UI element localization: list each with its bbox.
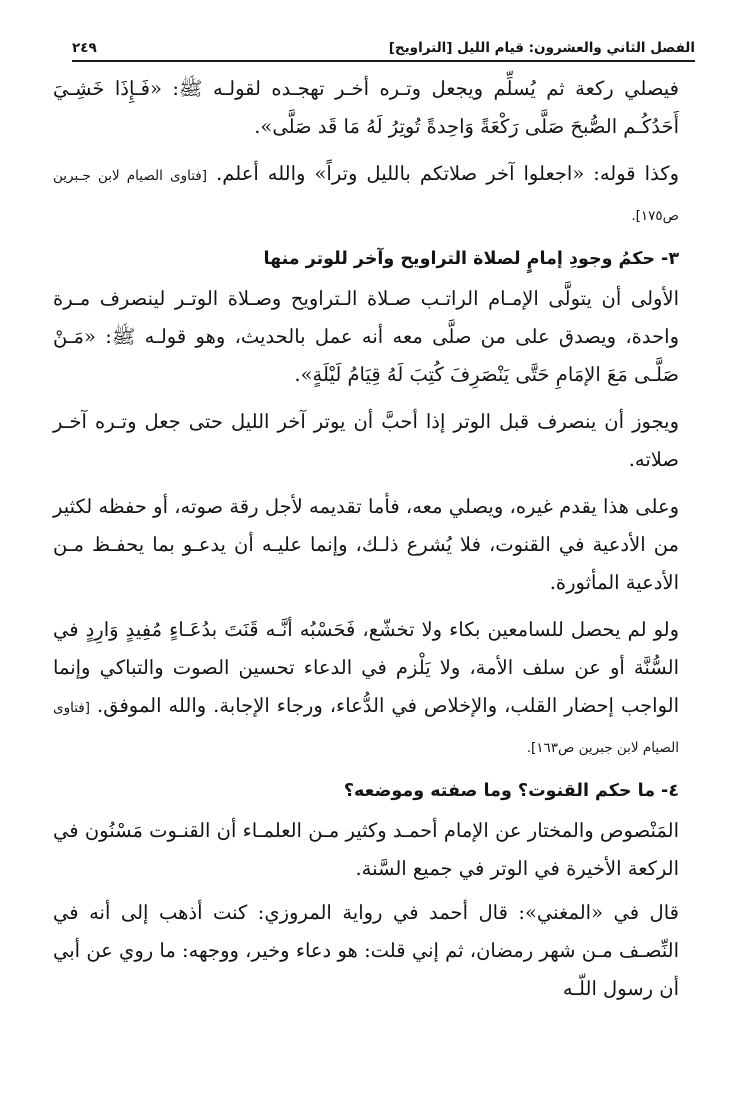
page-body (53, 70, 679, 1008)
paragraph: وعلى هذا يقدم غيره، ويصلي معه، فأما تقديمه لأجل رقة صوته، أو حفظه لكثير من الأدعية في القنوت، فلا يُشرع ذلـك، وإنما عليـه أن يدعـو بما يحفـظ مـن الأدعية المأثورة. (53, 495, 679, 594)
paragraph: فيصلي ركعة ثم يُسلِّم ويجعل وتـره أخـر تهجـده لقولـه ﷺ: «فَـإِذَا خَشِـيَ أَحَدُكُـم الصُّبحَ صَلَّى رَكْعَةً وَاحِدةً تُوتِرُ لَهُ مَا قَد صَلَّى». (53, 77, 679, 138)
running-header (72, 32, 695, 56)
paragraph: الأولى أن يتولَّى الإمـام الراتـب صـلاة الـتراويح وصـلاة الوتـر لينصرف مـرة واحدة، ويصدق على من صلَّى معه أنه عمل بالحديث، وهو قولـه ﷺ: «مَـنْ صَلَّـى مَعَ الإمَامِ حَتَّى يَنْصَرِفَ كُتِبَ لَهُ قِيَامُ لَيْلَةٍ». (53, 287, 679, 386)
paragraph (53, 611, 679, 767)
section-number: ٤- (661, 781, 679, 801)
source-reference: [فتاوى الصيام لابن جـبرين ص١٧٥]. (53, 168, 679, 224)
section-number: ٣- (661, 249, 679, 269)
paragraph-text: وكذا قوله: «اجعلوا آخر صلاتكم بالليل وتراً» والله أعلم. (216, 162, 680, 185)
paragraph: ويجوز أن ينصرف قبل الوتر إذا أحبَّ أن يوتر آخر الليل حتى جعل وتـره آخـر صلاته. (53, 410, 679, 471)
section-heading (53, 241, 679, 277)
source-reference: [فتاوى الصيام لابن جبرين ص١٦٣]. (53, 700, 679, 756)
paragraph (53, 155, 679, 235)
chapter-title: الفصل الثاني والعشرون: قيام الليل [التراويح] (388, 40, 695, 56)
header-rule (72, 60, 695, 62)
paragraph: المَنْصوص والمختار عن الإمام أحمـد وكثير مـن العلمـاء أن القنـوت مَسْنُون في الركعة الأخيرة في الوتر في جميع السَّنة. (53, 819, 679, 880)
paragraph: قال في «المغني»: قال أحمد في رواية المروزي: كنت أذهب إلى أنه في النِّصـف مـن شهر رمضان، ثم إني قلت: هو دعاء وخير، ووجهه: ما روي عن أبي أن رسول اللّـه (53, 901, 679, 1000)
page-number: ٢٤٩ (72, 40, 97, 56)
section-heading (53, 773, 679, 809)
section-title: ما حكم القنوت؟ وما صفته وموضعه؟ (343, 781, 656, 801)
paragraph-text: ولو لم يحصل للسامعين بكاء ولا تخشّع، فَحَسْبُه أنَّـه قَنَتَ بدُعَـاءٍ مُفِيدٍ وَارِدٍ في السُّنَّة أو عن سلف الأمة، ولا يَلْزم في الدعاء تحسين الصوت والتباكي وإنما الواجب إحضار القلب، والإخلاص في الدُّعاء، ورجاء الإجابة. والله الموفق. (53, 618, 680, 717)
section-title: حكمُ وجودِ إمامٍ لصلاة التراويح وآخر للوتر منها (263, 249, 656, 269)
